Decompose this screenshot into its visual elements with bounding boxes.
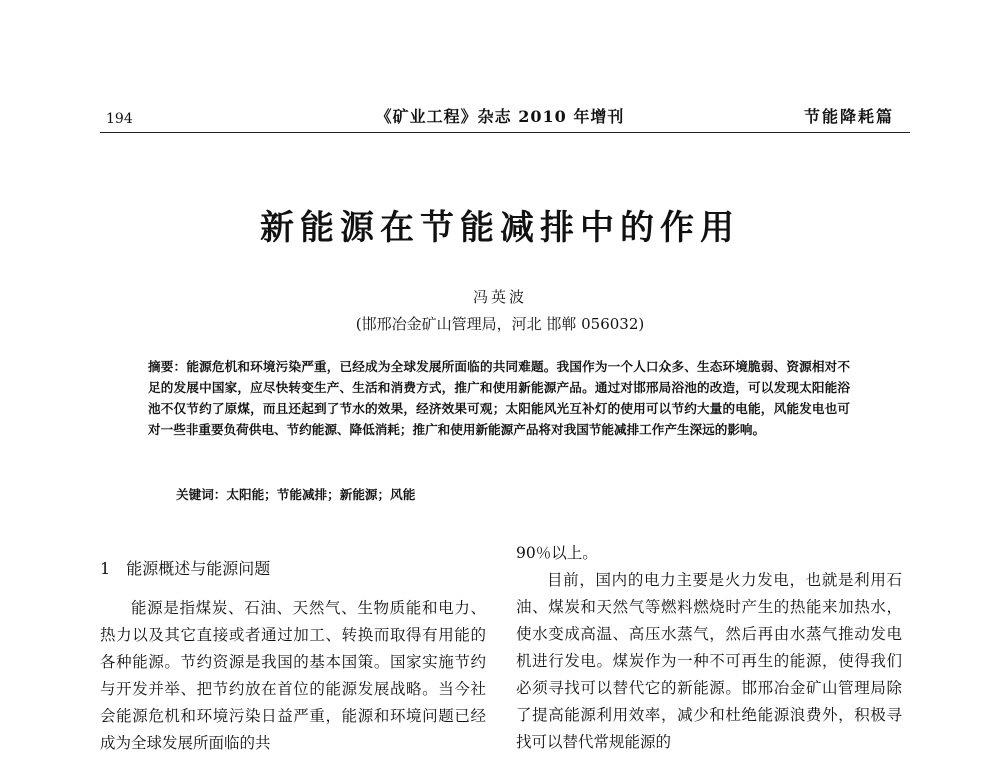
section-tag: 节能降耗篇 xyxy=(803,107,894,126)
left-column-paragraph: 能源是指煤炭、石油、天然气、生物质能和电力、热力以及其它直接或者通过加工、转换而取得有用能的各种能源。节约资源是我国的基本国策。国家实施节约与开发并举、把节约放在首位的能源发展战略。当今社会能源危机和环境污染日益严重，能源和环境问题已经成为全球发展所面临的共 xyxy=(100,599,486,752)
abstract xyxy=(148,356,850,440)
page-number: 194 xyxy=(106,111,133,127)
right-column-continuation: 90％以上。 xyxy=(516,544,598,562)
right-column-paragraph: 目前，国内的电力主要是火力发电，也就是利用石油、煤炭和天然气等燃料燃烧时产生的热能来加热水，使水变成高温、高压水蒸气，然后再由水蒸气推动发电机进行发电。煤炭作为一种不可再生的能源，使得我们必须寻找可以替代它的新能源。邯邢冶金矿山管理局除了提高能源利用效率，减少和杜绝能源浪费外，积极寻找可以替代常规能源的 xyxy=(516,571,902,751)
abstract-label: 摘要： xyxy=(148,359,187,374)
keywords-label: 关键词： xyxy=(176,487,227,502)
journal-header: 《矿业工程》杂志 2010 年增刊 xyxy=(375,107,625,126)
abstract-text: 能源危机和环境污染严重，已经成为全球发展所面临的共同难题。我国作为一个人口众多、生态环境脆弱、资源相对不足的发展中国家，应尽快转变生产、生活和消费方式，推广和使用新能源产品。通过对邯邢局浴池的改造，可以发现太阳能浴池不仅节约了原煤，而且还起到了节水的效果，经济效果可观；太阳能风光互补灯的使用可以节约大量的电能，风能发电也可对一些非重要负荷供电、节约能源、降低消耗；推广和使用新能源产品将对我国节能减排工作产生深远的影响。 xyxy=(148,359,851,437)
header-rule xyxy=(100,132,910,133)
keywords xyxy=(176,484,856,503)
section-title: 能源概述与能源问题 xyxy=(126,559,271,578)
section-heading xyxy=(100,556,270,579)
section-number: 1 xyxy=(100,559,111,578)
keywords-text: 太阳能；节能减排；新能源；风能 xyxy=(226,487,416,502)
affiliation: (邯邢冶金矿山管理局，河北 邯郸 056032) xyxy=(355,315,645,333)
article-title: 新能源在节能减排中的作用 xyxy=(260,208,740,248)
author: 冯英波 xyxy=(472,288,527,306)
